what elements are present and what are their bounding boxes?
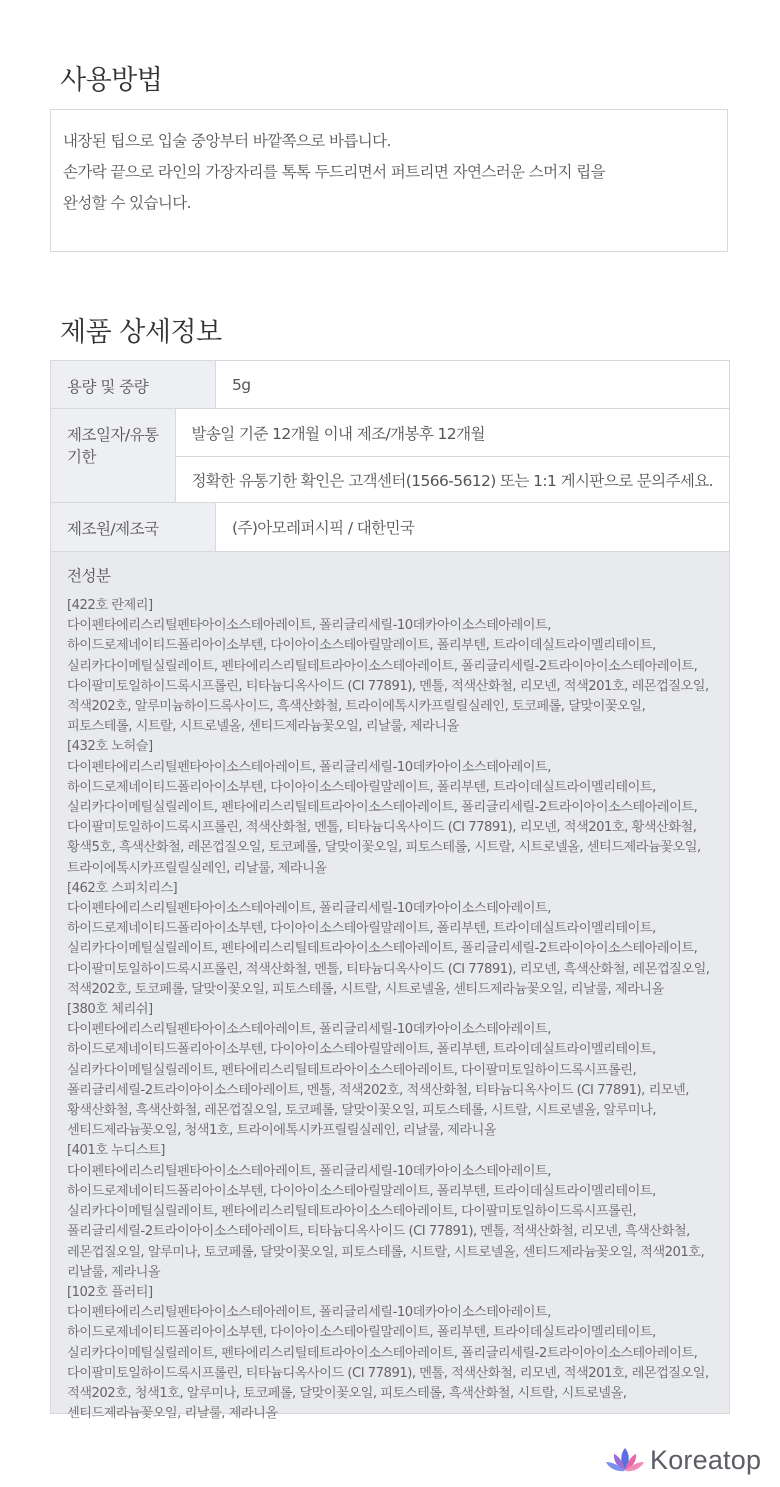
logo-text: Koreatop	[650, 1444, 762, 1475]
usage-line: 완성할 수 있습니다.	[63, 194, 191, 212]
ingredients-title: 전성분	[67, 567, 111, 585]
usage-line: 손가락 끝으로 라인의 가장자리를 톡톡 두드리면서 퍼트리면 자연스러운 스머지 립을	[63, 163, 606, 181]
shade-block	[67, 1141, 713, 1282]
lotus-icon	[604, 1444, 646, 1476]
shade-block	[67, 1283, 713, 1424]
shade-ingredients: 다이펜타에리스리틸펜타아이소스테아레이트, 폴리글리세릴-10데카아이소스테아레이트, 하이드로제네이티드폴리아이소부텐, 다이아이소스테아릴말레이트, 폴리부텐, 트라이데실트라이멜리테이트, 실리카다이메틸실릴레이트, 펜타에리스리틸테트라아이소스테아레이트, 다이팔미토일하이드록시프롤린, 폴리글리세릴-2트라이아이소스테아레이트, 티타늄디옥사이드 (CI 77891), 멘톨, 적색산화철, 리모넨, 흑색산화철, 레몬껍질오일, 알루미나, 토코페롤, 달맞이꽃오일, 피토스테롤, 시트랄, 시트로넬올, 센티드제라늄꽃오일, 적색201호, 리날룰, 제라니올	[67, 1163, 705, 1280]
shade-block	[67, 879, 713, 1000]
shade-ingredients: 다이펜타에리스리틸펜타아이소스테아레이트, 폴리글리세릴-10데카아이소스테아레이트, 하이드로제네이티드폴리아이소부텐, 다이아이소스테아릴말레이트, 폴리부텐, 트라이데실트라이멜리테이트, 실리카다이메틸실릴레이트, 펜타에리스리틸테트라아이소스테아레이트, 폴리글리세릴-2트라이아이소스테아레이트, 다이팔미토일하이드록시프롤린, 적색산화철, 멘톨, 티타늄디옥사이드 (CI 77891), 리모넨, 흑색산화철, 레몬껍질오일, 적색202호, 토코페롤, 달맞이꽃오일, 피토스테롤, 시트랄, 시트로넬올, 센티드제라늄꽃오일, 리날룰, 제라니올	[67, 901, 710, 997]
shade-name: [401호 누디스트]	[67, 1143, 165, 1159]
row-value: 정확한 유통기한 확인은 고객센터(1566-5612) 또는 1:1 게시판으로 문의주세요.	[176, 456, 729, 502]
row-label: 제조원/제조국	[51, 503, 216, 551]
ingredients-section	[51, 552, 729, 1422]
shade-name: [102호 플러티]	[67, 1284, 153, 1300]
shade-block	[67, 737, 713, 878]
row-value: (주)아모레퍼시픽 / 대한민국	[232, 519, 415, 537]
row-value: 5g	[232, 375, 251, 394]
table-row	[51, 503, 729, 552]
shade-name: [380호 체리쉬]	[67, 1002, 153, 1018]
shade-name: [422호 란제리]	[67, 598, 153, 613]
shade-ingredients: 다이펜타에리스리틸펜타아이소스테아레이트, 폴리글리세릴-10데카아이소스테아레이트, 하이드로제네이티드폴리아이소부텐, 다이아이소스테아릴말레이트, 폴리부텐, 트라이데실트라이멜리테이트, 실리카다이메틸실릴레이트, 펜타에리스리틸테트라아이소스테아레이트, 다이팔미토일하이드록시프롤린, 폴리글리세릴-2트라이아이소스테아레이트, 멘톨, 적색202호, 적색산화철, 티타늄디옥사이드 (CI 77891), 리모넨, 황색산화철, 흑색산화철, 레몬껍질오일, 토코페롤, 달맞이꽃오일, 피토스테롤, 시트랄, 시트로넬올, 알루미나, 센티드제라늄꽃오일, 청색1호, 트라이에톡시카프릴릴실레인, 리날룰, 제라니올	[67, 1022, 689, 1139]
shade-name: [432호 노허슬]	[67, 739, 153, 755]
shade-block	[67, 596, 713, 737]
shade-ingredients: 다이펜타에리스리틸펜타아이소스테아레이트, 폴리글리세릴-10데카아이소스테아레이트, 하이드로제네이티드폴리아이소부텐, 다이아이소스테아릴말레이트, 폴리부텐, 트라이데실트라이멜리테이트, 실리카다이메틸실릴레이트, 펜타에리스리틸테트라아이소스테아레이트, 폴리글리세릴-2트라이아이소스테아레이트, 다이팔미토일하이드록시프롤린, 적색산화철, 멘톨, 티타늄디옥사이드 (CI 77891), 리모넨, 적색201호, 황색산화철, 황색5호, 흑색산화철, 레몬껍질오일, 토코페롤, 달맞이꽃오일, 피토스테롤, 시트랄, 시트로넬올, 센티드제라늄꽃오일, 트라이에톡시카프릴릴실레인, 리날룰, 제라니올	[67, 759, 701, 876]
detail-title: 제품 상세정보	[60, 317, 222, 348]
koreatop-logo	[604, 1444, 761, 1476]
usage-title: 사용방법	[60, 65, 163, 96]
shade-block	[67, 1000, 713, 1141]
usage-box	[50, 109, 728, 252]
row-label: 제조일자/유통기한	[51, 409, 176, 502]
shade-name: [462호 스피치리스]	[67, 880, 178, 896]
row-label: 용량 및 중량	[51, 361, 216, 408]
row-values	[216, 503, 729, 551]
usage-line: 내장된 팁으로 입술 중앙부터 바깥쪽으로 바릅니다.	[63, 132, 391, 150]
shade-ingredients: 다이펜타에리스리틸펜타아이소스테아레이트, 폴리글리세릴-10데카아이소스테아레이트, 하이드로제네이티드폴리아이소부텐, 다이아이소스테아릴말레이트, 폴리부텐, 트라이데실트라이멜리테이트, 실리카다이메틸실릴레이트, 펜타에리스리틸테트라아이소스테아레이트, 폴리글리세릴-2트라이아이소스테아레이트, 다이팔미토일하이드록시프롤린, 티타늄디옥사이드 (CI 77891), 멘톨, 적색산화철, 리모넨, 적색201호, 레몬껍질오일, 적색202호, 청색1호, 알루미나, 토코페롤, 달맞이꽃오일, 피토스테롤, 흑색산화철, 시트랄, 시트로넬올, 센티드제라늄꽃오일, 리날룰, 제라니올	[67, 1305, 709, 1422]
detail-table	[50, 360, 730, 1422]
row-values	[176, 409, 729, 502]
table-row	[51, 409, 729, 503]
row-value: 발송일 기준 12개월 이내 제조/개봉후 12개월	[191, 424, 485, 443]
shade-ingredients: 다이펜타에리스리틸펜타아이소스테아레이트, 폴리글리세릴-10데카아이소스테아레이트, 하이드로제네이티드폴리아이소부텐, 다이아이소스테아릴말레이트, 폴리부텐, 트라이데실트라이멜리테이트, 실리카다이메틸실릴레이트, 펜타에리스리틸테트라아이소스테아레이트, 폴리글리세릴-2트라이아이소스테아레이트, 다이팔미토일하이드록시프롤린, 티타늄디옥사이드 (CI 77891), 멘톨, 적색산화철, 리모넨, 적색201호, 레몬껍질오일, 적색202호, 알루미늄하이드록사이드, 흑색산화철, 트라이에톡시카프릴릴실레인, 토코페롤, 달맞이꽃오일, 피토스테롤, 시트랄, 시트로넬올, 센티드제라늄꽃오일, 리날룰, 제라니올	[67, 618, 709, 735]
row-values	[216, 361, 729, 408]
table-row	[51, 361, 729, 409]
